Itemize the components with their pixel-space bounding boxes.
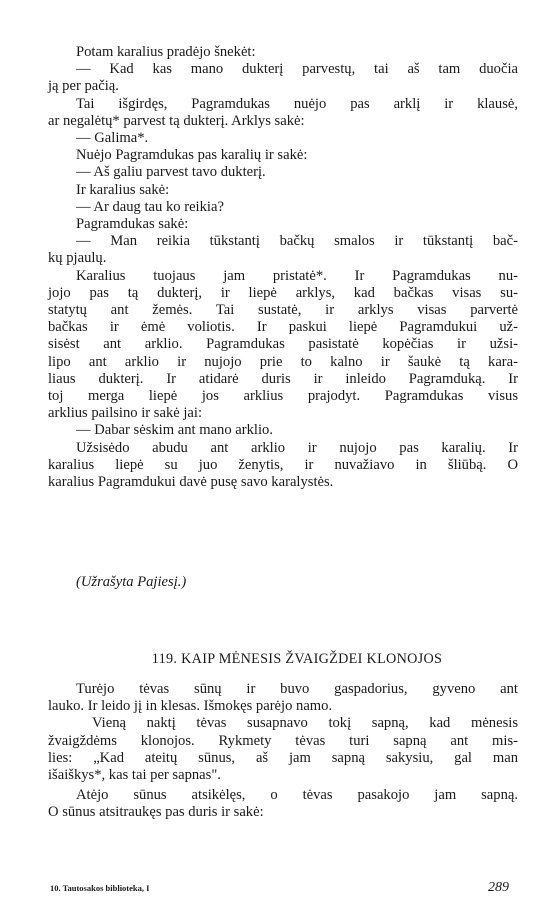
text-line: ar negalėtų* parvest tą dukterį. Arklys sakė:	[48, 112, 305, 129]
text-line: — Galima*.	[76, 130, 149, 147]
text-line: Pagramdukas sakė:	[76, 216, 189, 233]
text-line: karalius Pagramdukui davė pusę savo karalystės.	[48, 474, 334, 491]
text-line: ją per pačią.	[48, 78, 119, 95]
text-line: jojo pas tą dukterį, ir liepė arklys, kad bačkas visas su-	[48, 284, 518, 301]
text-line: lies: „Kad ateitų sūnus, aš jam sapną sakysiu, gal man	[48, 749, 518, 766]
story-end-text	[48, 44, 518, 491]
text-line: — Dabar sėskim ant mano arklio.	[76, 422, 273, 439]
text-line: lauko. Ir leido jį in klesas. Išmokęs parėjo namo.	[48, 698, 333, 715]
text-line: Tai išgirdęs, Pagramdukas nuėjo pas arklį ir klausė,	[76, 95, 518, 112]
text-line: — Ar daug tau ko reikia?	[76, 198, 224, 215]
text-line: O sūnus atsitraukęs pas duris ir sakė:	[48, 804, 264, 821]
text-line: arklius pailsino ir sakė jai:	[48, 405, 203, 422]
text-line: — Aš galiu parvest tavo dukterį.	[76, 164, 266, 181]
text-line: žvaigždėms klonojos. Rykmety tėvas turi sapną ant mis-	[48, 732, 518, 749]
story-start-text	[48, 681, 518, 822]
text-line: Ir karalius sakė:	[76, 181, 170, 198]
text-line: kų pjaulų.	[48, 250, 107, 267]
text-line: Vieną naktį tėvas susapnavo tokį sapną, kad mėnesis	[92, 715, 518, 732]
text-line: karalius liepė su juo ženytis, ir nuvažiavo in šliūbą. O	[48, 456, 518, 473]
text-line: — Man reikia tūkstantį bačkų smalos ir tūkstantį bač-	[76, 233, 518, 250]
text-line: išaiškys*, kas tai per sapnas".	[48, 767, 221, 784]
text-line: lipo ant arklio ir nujojo prie to kalno ir šaukė tą kara-	[48, 353, 518, 370]
text-line: Karalius tuojaus jam pristatė*. Ir Pagramdukas nu-	[76, 267, 518, 284]
page-number: 289	[488, 880, 509, 895]
footer-signature: 10. Tautosakos biblioteka, I	[50, 883, 150, 893]
story-heading: 119. KAIP MĖNESIS ŽVAIGŽDEI KLONOJOS	[151, 651, 443, 667]
text-line: — Kad kas mano dukterį parvestų, tai aš tam duočia	[76, 61, 518, 78]
source-note: (Užrašyta Pajiesį.)	[76, 574, 187, 590]
text-line: Atėjo sūnus atsikėlęs, o tėvas pasakojo jam sapną.	[76, 787, 518, 804]
text-line: bačkas ir ėmė voliotis. Ir paskui liepė Pagramdukui už-	[48, 319, 518, 336]
text-line: Užsisėdo abudu ant arklio ir nujojo pas karalių. Ir	[76, 439, 518, 456]
text-line: Nuėjo Pagramdukas pas karalių ir sakė:	[76, 147, 308, 164]
text-line: Turėjo tėvas sūnų ir buvo gaspadorius, gyveno ant	[76, 681, 518, 697]
text-line: Potam karalius pradėjo šnekėt:	[76, 44, 256, 60]
text-line: sisėst ant arklio. Pagramdukas pasistatė kopėčias ir užsi-	[48, 336, 518, 353]
text-line: toj merga liepė jos arklius prajodyt. Pagramdukas visus	[48, 388, 518, 405]
text-line: liaus dukterį. Ir atidarė duris ir inleido Pagramduką. Ir	[48, 370, 518, 387]
text-line: statytų ant žemės. Tai sustatė, ir arklys visas parvertė	[48, 302, 518, 319]
